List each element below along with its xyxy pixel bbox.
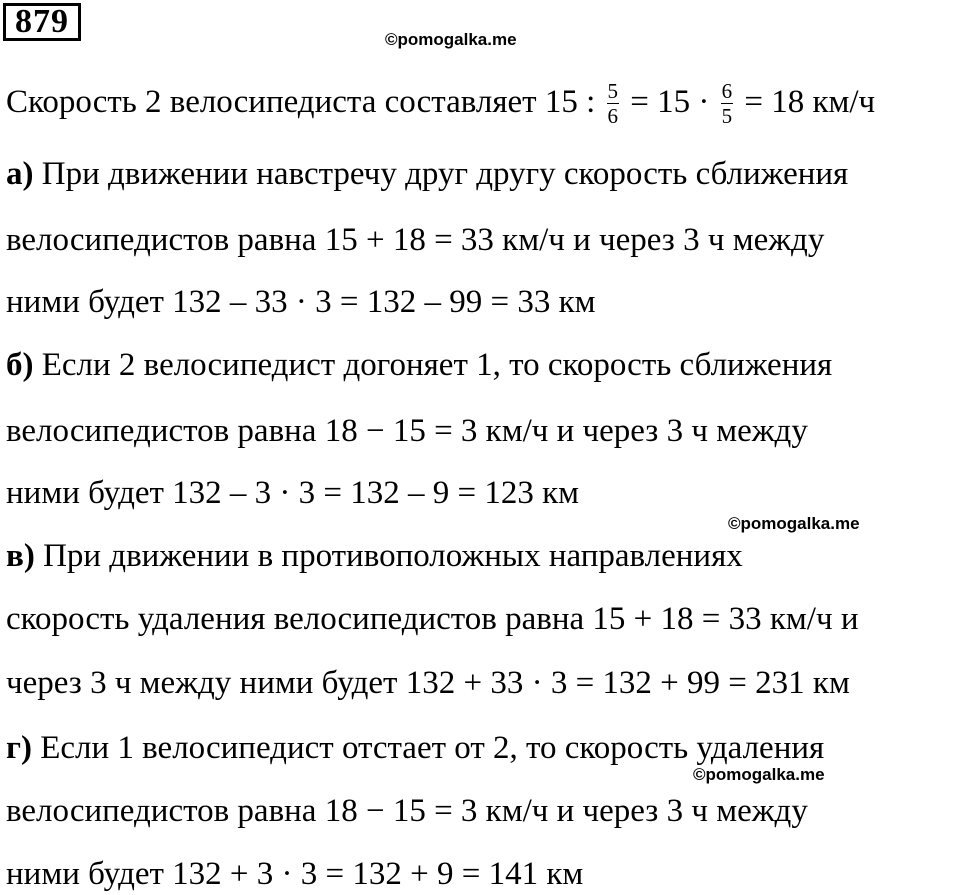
fraction-six-fifths xyxy=(721,79,734,128)
watermark-middle: ©pomogalka.me xyxy=(728,514,860,533)
problem-number: 879 xyxy=(3,3,81,41)
fraction-five-sixths xyxy=(607,79,620,128)
part-v-label: в) xyxy=(6,538,35,574)
watermark-top: ©pomogalka.me xyxy=(385,30,517,49)
part-g-line-2: велосипедистов равна 18 − 15 = 3 км/ч и через 3 ч между xyxy=(6,793,808,829)
part-b-line-2: велосипедистов равна 18 − 15 = 3 км/ч и через 3 ч между xyxy=(6,413,808,449)
fraction-denominator: 5 xyxy=(721,104,733,128)
part-v-line-1 xyxy=(6,536,743,576)
intro-text-mid: = 15 · xyxy=(622,84,718,121)
part-a-line-3: ними будет 132 – 33 · 3 = 132 – 99 = 33 км xyxy=(6,284,596,320)
part-g-line-3: ними будет 132 + 3 · 3 = 132 + 9 = 141 км xyxy=(6,856,584,892)
part-a-label: а) xyxy=(6,156,34,192)
fraction-numerator: 5 xyxy=(607,79,618,103)
part-g-text-1: Если 1 велосипедист отстает от 2, то скорость удаления xyxy=(31,730,825,766)
part-b-line-3: ними будет 132 – 3 · 3 = 132 – 9 = 123 км xyxy=(6,475,580,511)
intro-text-after: = 18 км/ч xyxy=(736,84,876,121)
part-g-label: г) xyxy=(6,730,32,766)
intro-text-before: Скорость 2 велосипедиста составляет 15 : xyxy=(6,84,604,121)
part-g-line-1 xyxy=(6,728,824,768)
watermark-bottom: ©pomogalka.me xyxy=(693,765,825,784)
part-v-text-1: При движении в противоположных направлениях xyxy=(34,538,743,574)
part-a-line-1 xyxy=(6,154,848,194)
part-v-line-3: через 3 ч между ними будет 132 + 33 · 3 = 132 + 99 = 231 км xyxy=(6,665,850,701)
part-b-line-1 xyxy=(6,345,832,385)
part-a-line-2: велосипедистов равна 15 + 18 = 33 км/ч и через 3 ч между xyxy=(6,222,825,258)
fraction-numerator: 6 xyxy=(721,79,733,103)
part-b-label: б) xyxy=(6,347,34,383)
intro-line xyxy=(6,80,875,129)
part-b-text-1: Если 2 велосипедист догоняет 1, то скорость сближения xyxy=(33,347,833,383)
fraction-denominator: 6 xyxy=(607,104,618,128)
part-v-line-2: скорость удаления велосипедистов равна 15 + 18 = 33 км/ч и xyxy=(6,601,859,637)
part-a-text-1: При движении навстречу друг другу скорость сближения xyxy=(33,156,849,192)
